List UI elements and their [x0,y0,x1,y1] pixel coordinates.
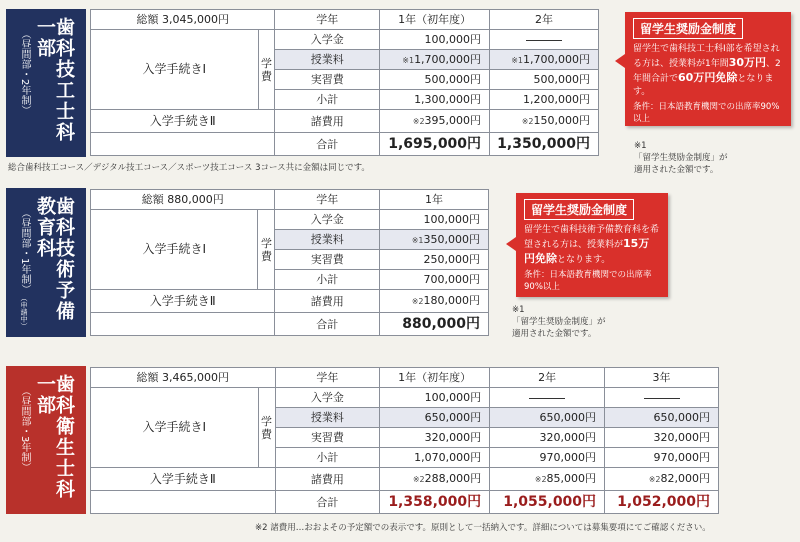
cell-practice-y2: 320,000円 [490,428,605,448]
scholarship-note-2: ※1 「留学生奨励金制度」が 適用された金額です。 [512,305,606,339]
col-year2-header: 2年 [490,10,599,30]
col-year1-header: 1年（初年度） [380,10,490,30]
cell-subtotal-y1: 700,000円 [380,270,489,290]
row-label-total: 合計 [275,133,380,156]
scholarship-condition: 条件：日本語教育機関での出席率90%以上 [633,102,780,124]
cell-practice-y1: 250,000円 [380,250,489,270]
cell-practice-y2: 500,000円 [490,70,599,90]
row-label-tuition: 授業料 [275,408,380,428]
tuition-group-label: 学費 [258,388,275,468]
cell-admission-y1: 100,000円 [380,210,489,230]
col-year3-header: 3年 [605,368,719,388]
dash-mark [644,398,680,399]
row-label-misc: 諸費用 [275,110,380,133]
cell-misc-y1: ※2288,000円 [380,468,490,491]
scholarship-title: 留学生奨励金制度 [633,18,743,39]
total-amount: 総額 880,000円 [91,190,275,210]
cell-tuition-y1: ※11,700,000円 [380,50,490,70]
row-label-subtotal: 小計 [275,448,380,468]
cell-tuition-y2: ※11,700,000円 [490,50,599,70]
cell-admission-y1: 100,000円 [380,30,490,50]
cell-tuition-y1: 650,000円 [380,408,490,428]
callout-pointer [506,237,516,251]
row-label-misc: 諸費用 [275,290,380,313]
cell-admission-y1: 100,000円 [380,388,490,408]
fee-table-dental-hygienist [90,367,719,514]
department-label-dental-hygienist [6,366,86,514]
scholarship-text: 留学生で歯科技術予備教育科を希望される方は、授業料が15万円免除となります。 [524,225,660,265]
cell-admission-y2 [490,388,605,408]
empty-cell [91,313,275,336]
dash-mark [526,40,562,41]
cell-subtotal-y3: 970,000円 [605,448,719,468]
row-label-subtotal: 小計 [275,90,380,110]
course-footnote: 総合歯科技工コース／デジタル技工コース／スポーツ技工コース 3コース共に金額は同じです。 [8,163,370,173]
cell-total-y1: 880,000円 [380,313,489,336]
row-label-practice: 実習費 [275,428,380,448]
cell-admission-y3 [605,388,719,408]
tuition-group-label: 学費 [258,210,275,290]
cell-total-y1: 1,358,000円 [380,491,490,514]
row-label-subtotal: 小計 [275,270,380,290]
col-year2-header: 2年 [490,368,605,388]
scholarship-title: 留学生奨励金制度 [524,199,634,220]
department-schedule: （昼間部・2年制） [19,29,30,116]
department-name: 歯科衛生士科一部 [34,374,75,500]
procedure-2-label: 入学手続きⅡ [91,110,275,133]
misc-fee-footnote: ※2 諸費用…おおよその予定額での表示です。原則として一括納入です。詳細については募集要項にてご確認ください。 [255,523,711,533]
cell-tuition-y3: 650,000円 [605,408,719,428]
cell-total-y2: 1,055,000円 [490,491,605,514]
row-label-tuition: 授業料 [275,230,380,250]
cell-total-y3: 1,052,000円 [605,491,719,514]
col-year1-header: 1年 [380,190,489,210]
col-year-header: 学年 [275,190,380,210]
row-label-admission: 入学金 [275,388,380,408]
empty-cell [91,491,276,514]
total-amount: 総額 3,465,000円 [91,368,276,388]
department-schedule: （昼間部・1年制）（申請中） [19,208,30,330]
scholarship-box-2 [516,193,668,297]
empty-cell [91,133,275,156]
row-label-admission: 入学金 [275,30,380,50]
row-label-misc: 諸費用 [275,468,380,491]
tuition-group-label: 学費 [258,30,275,110]
department-label-dental-prep [6,188,86,337]
row-label-admission: 入学金 [275,210,380,230]
scholarship-box-1 [625,12,791,126]
fee-table-dental-technician [90,9,599,156]
scholarship-note-1: ※1 「留学生奨励金制度」が 適用された金額です。 [634,141,728,175]
cell-admission-y2 [490,30,599,50]
cell-subtotal-y2: 1,200,000円 [490,90,599,110]
procedure-1-label: 入学手続きⅠ [91,388,259,468]
fee-table-dental-prep [90,189,489,336]
callout-pointer [615,54,625,68]
cell-misc-y2: ※285,000円 [490,468,605,491]
cell-practice-y1: 500,000円 [380,70,490,90]
cell-misc-y1: ※2180,000円 [380,290,489,313]
cell-practice-y3: 320,000円 [605,428,719,448]
row-label-tuition: 授業料 [275,50,380,70]
procedure-2-label: 入学手続きⅡ [91,290,275,313]
col-year-header: 学年 [275,10,380,30]
cell-total-y2: 1,350,000円 [490,133,599,156]
total-amount: 総額 3,045,000円 [91,10,275,30]
row-label-practice: 実習費 [275,250,380,270]
department-schedule: （昼間部・3年制） [19,386,30,473]
department-label-dental-technician [6,9,86,157]
procedure-1-label: 入学手続きⅠ [91,210,258,290]
col-year1-header: 1年（初年度） [380,368,490,388]
scholarship-text: 留学生で歯科技工士科I部を希望される方は、授業料が1年間30万円、2年間合計で60万円免除となります。 [633,44,781,97]
cell-misc-y1: ※2395,000円 [380,110,490,133]
col-year-header: 学年 [275,368,380,388]
cell-tuition-y1: ※1350,000円 [380,230,489,250]
row-label-practice: 実習費 [275,70,380,90]
cell-subtotal-y2: 970,000円 [490,448,605,468]
procedure-1-label: 入学手続きⅠ [91,30,259,110]
procedure-2-label: 入学手続きⅡ [91,468,276,491]
cell-tuition-y2: 650,000円 [490,408,605,428]
row-label-total: 合計 [275,491,380,514]
cell-total-y1: 1,695,000円 [380,133,490,156]
department-name: 歯科技術予備教育科 [34,196,75,322]
cell-misc-y3: ※282,000円 [605,468,719,491]
cell-subtotal-y1: 1,300,000円 [380,90,490,110]
cell-practice-y1: 320,000円 [380,428,490,448]
cell-misc-y2: ※2150,000円 [490,110,599,133]
department-name: 歯科技工士科一部 [34,17,75,143]
dash-mark [529,398,565,399]
row-label-total: 合計 [275,313,380,336]
scholarship-condition: 条件：日本語教育機関での出席率90%以上 [524,270,652,292]
cell-subtotal-y1: 1,070,000円 [380,448,490,468]
